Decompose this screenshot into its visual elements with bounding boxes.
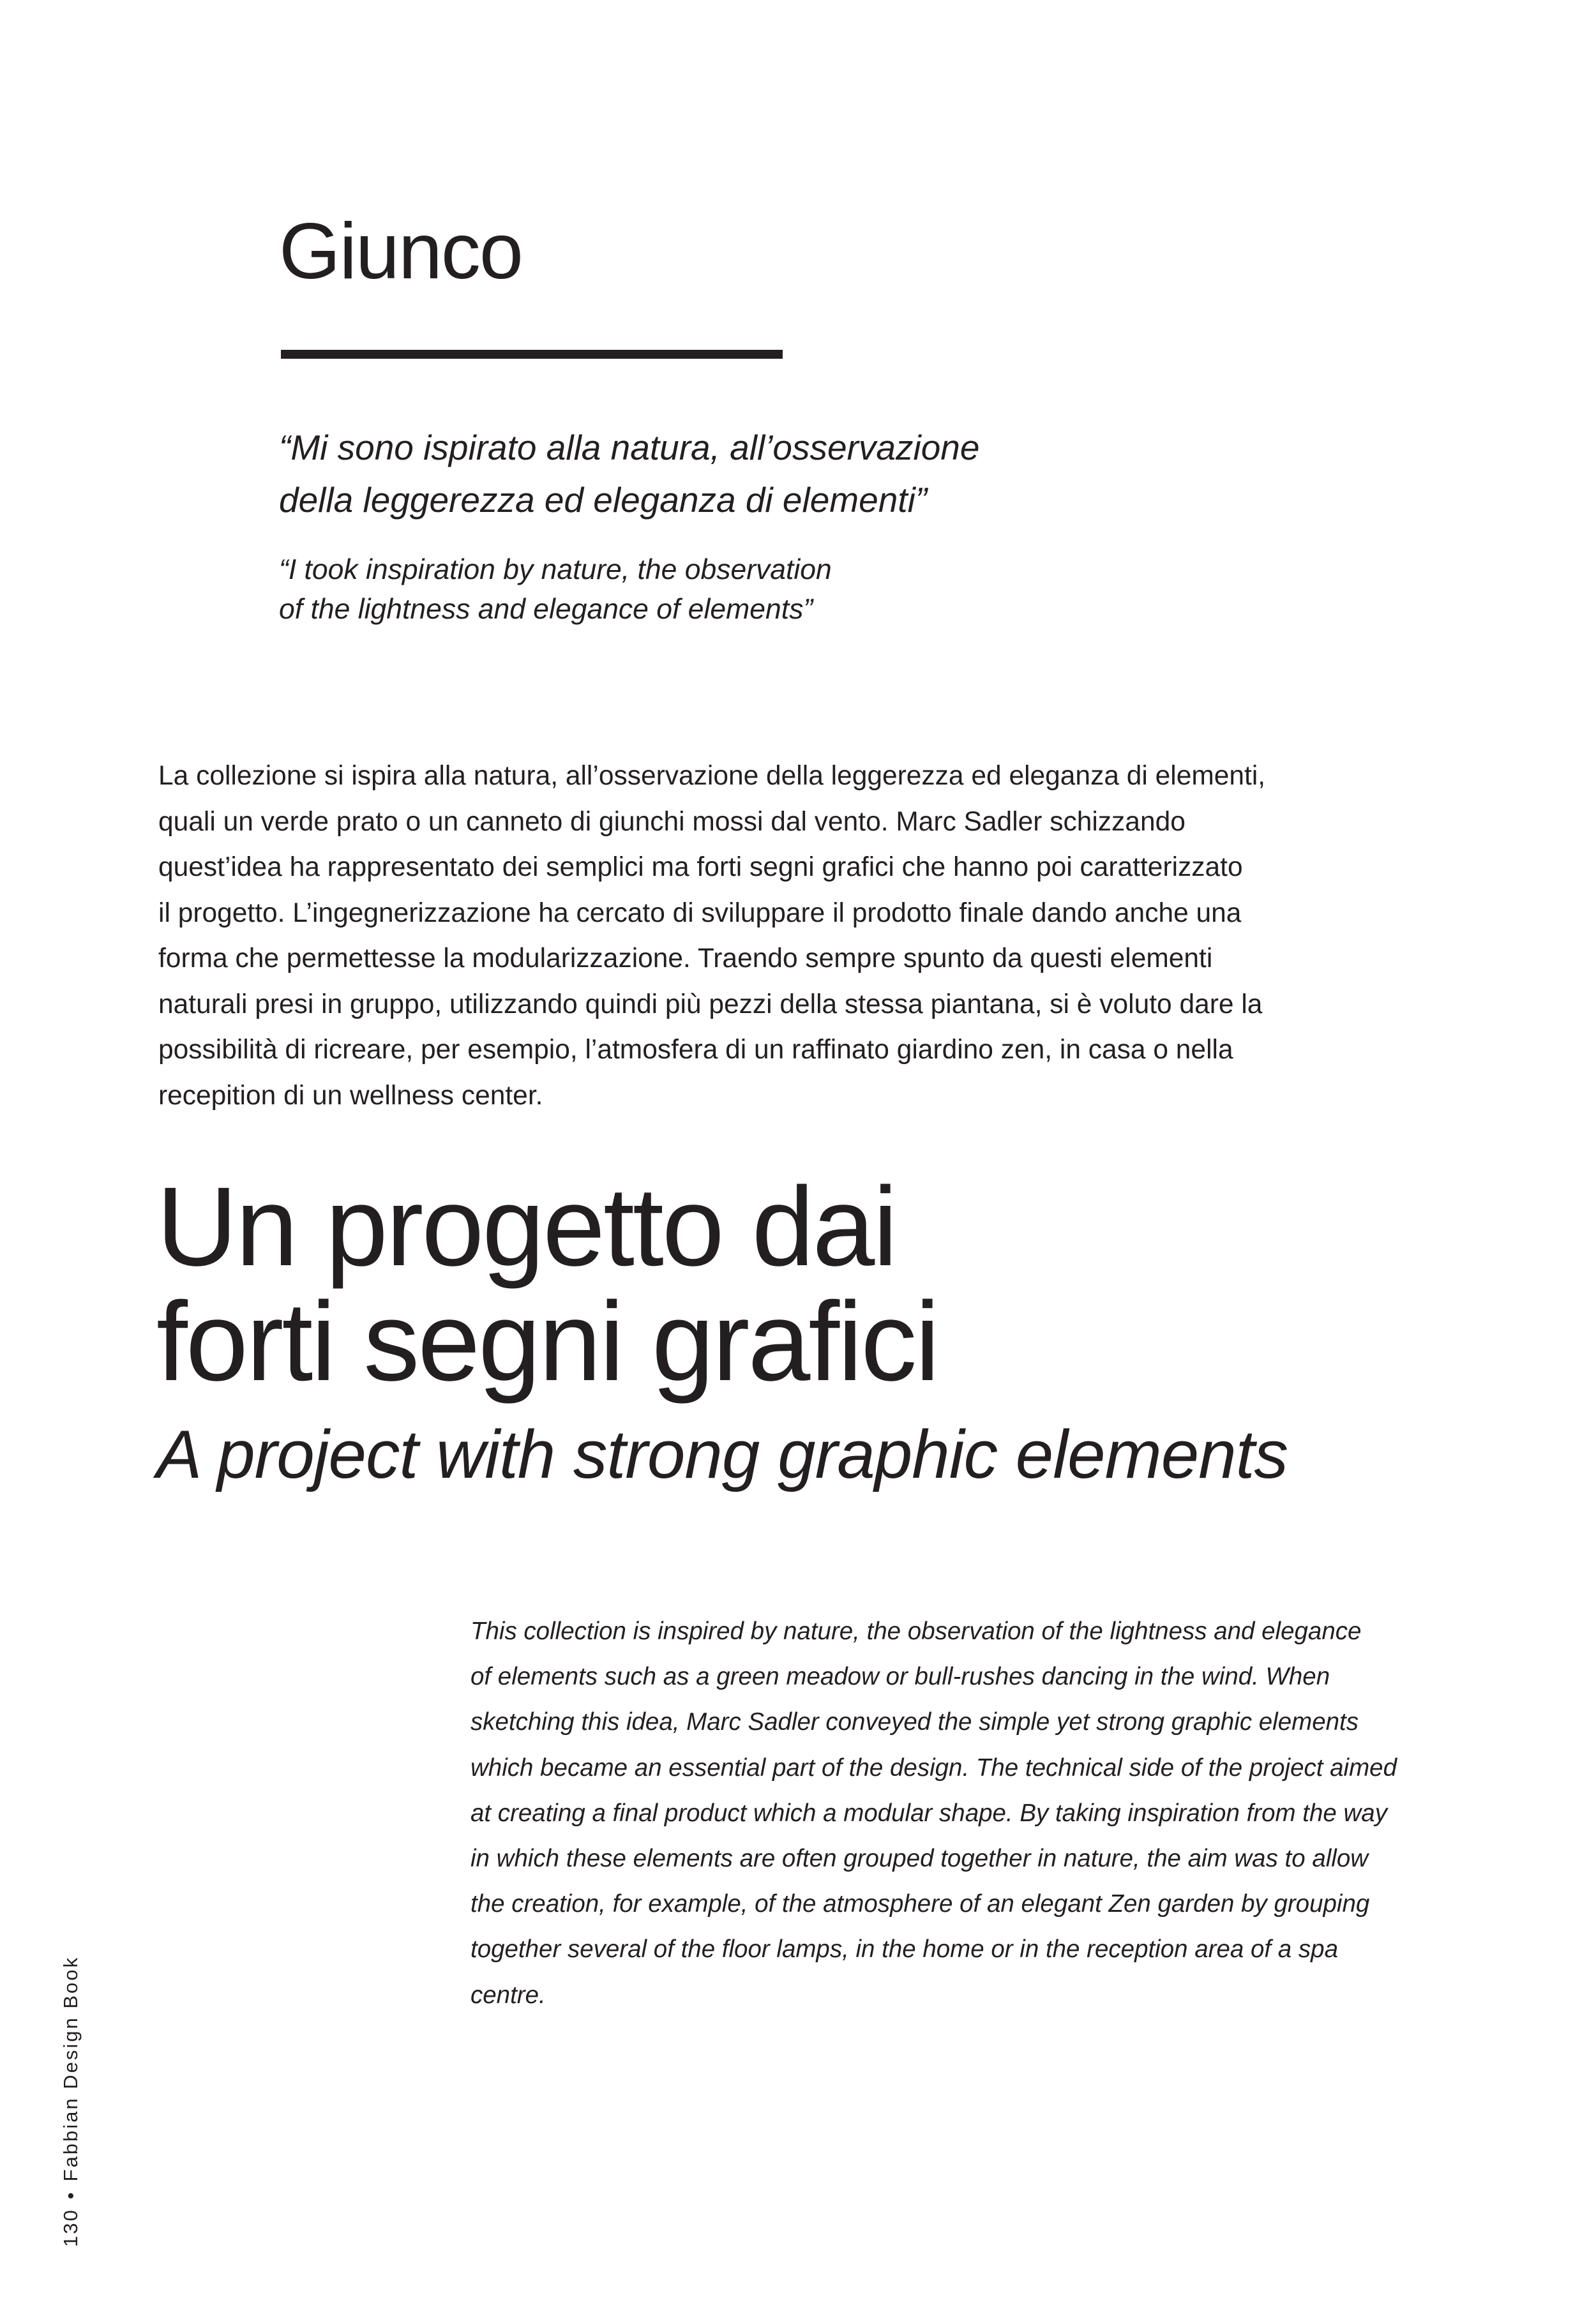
body-english-line: the creation, for example, of the atmosphere of an elegant Zen garden by grouping [471, 1890, 1370, 1918]
body-italian-line: il progetto. L’ingegnerizzazione ha cercato di sviluppare il prodotto finale dando anche una [158, 898, 1242, 928]
quote-english-line: “I took inspiration by nature, the observation [279, 554, 832, 585]
page-number: 130 [59, 2208, 82, 2247]
page-footer [61, 1956, 80, 2247]
body-text-english [471, 1609, 1594, 2018]
quote-italian-line: “Mi sono ispirato alla natura, all’osservazione [279, 428, 980, 467]
body-italian-line: quali un verde prato o un canneto di giunchi mossi dal vento. Marc Sadler schizzando [158, 806, 1186, 837]
quote-english-line: of the lightness and elegance of elements” [279, 594, 813, 625]
body-english-line: centre. [471, 1981, 546, 2009]
body-english-line: which became an essential part of the design. The technical side of the project aimed [471, 1754, 1397, 1782]
body-english-line: This collection is inspired by nature, the observation of the lightness and elegance [471, 1618, 1362, 1645]
body-italian-line: naturali presi in gruppo, utilizzando quindi più pezzi della stessa piantana, si è voluto dare la [158, 989, 1263, 1019]
quote-english [279, 550, 1237, 629]
body-english-line: in which these elements are often grouped together in nature, the aim was to allow [471, 1845, 1369, 1873]
quote-italian [279, 421, 1237, 526]
body-english-line: at creating a final product which a modular shape. By taking inspiration from the way [471, 1799, 1387, 1827]
body-italian-line: recepition di un wellness center. [158, 1080, 543, 1111]
quote-italian-line: della leggerezza ed eleganza di elementi” [279, 480, 928, 520]
footer-separator: • [59, 2190, 82, 2200]
body-italian-line: quest’idea ha rappresentato dei semplici ma forti segni grafici che hanno poi caratterizzato [158, 852, 1243, 882]
body-english-line: together several of the floor lamps, in the home or in the reception area of a spa [471, 1935, 1338, 1964]
body-english-line: of elements such as a green meadow or bull-rushes dancing in the wind. When [471, 1663, 1330, 1691]
body-italian-line: La collezione si ispira alla natura, all’osservazione della leggerezza ed eleganza di elementi, [158, 761, 1266, 791]
section-subheadline: A project with strong graphic elements [156, 1416, 1288, 1492]
headline-line: forti segni grafici [156, 1279, 938, 1404]
section-headline [156, 1164, 938, 1404]
body-italian-line: forma che permettesse la modularizzazione. Traendo sempre spunto da questi elementi [158, 943, 1213, 973]
body-text-italian [158, 753, 1499, 1118]
body-english-line: sketching this idea, Marc Sadler conveyed the simple yet strong graphic elements [471, 1708, 1359, 1736]
headline-line: Un progetto dai [156, 1164, 896, 1289]
title-underline [281, 350, 783, 359]
page-title: Giunco [279, 207, 522, 296]
publication-name: Fabbian Design Book [59, 1955, 82, 2182]
body-italian-line: possibilità di ricreare, per esempio, l’atmosfera di un raffinato giardino zen, in casa o nella [158, 1035, 1233, 1065]
